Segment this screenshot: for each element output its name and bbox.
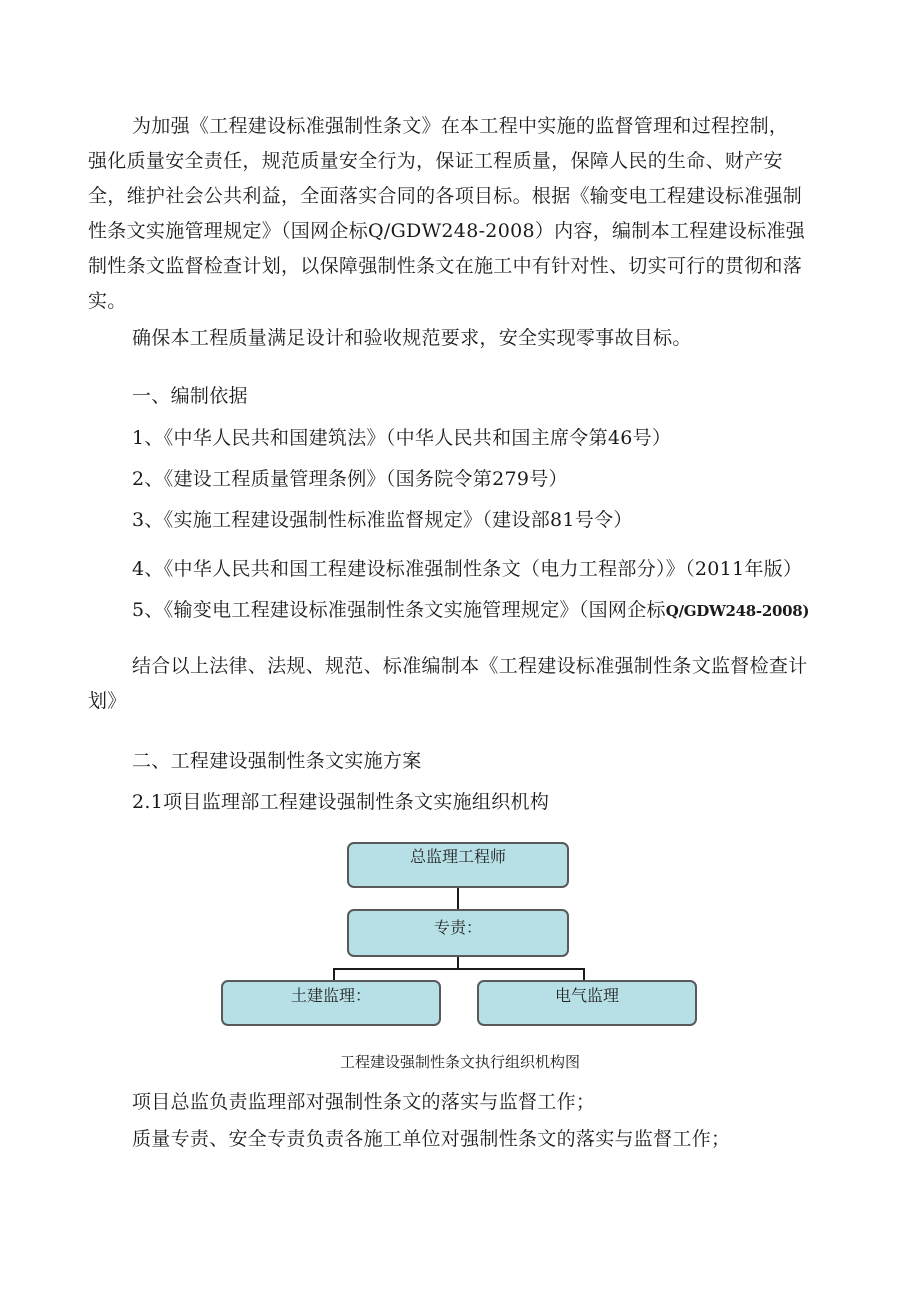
connector-horizontal	[333, 968, 585, 970]
org-box-specialist: 专责：	[347, 909, 569, 957]
conclusion-line-2: 划》	[88, 690, 127, 712]
intro-line-5: 制性条文监督检查计划，以保障强制性条文在施工中有针对性、切实可行的贯彻和落	[88, 255, 803, 277]
conclusion-line-1: 结合以上法律、法规、规范、标准编制本《工程建设标准强制性条文监督检查计	[132, 655, 808, 677]
intro-line-4: 性条文实施管理规定》（国网企标Q/GDW248-2008）内容，编制本工程建设标准强	[88, 220, 806, 242]
intro-line-6: 实。	[88, 290, 127, 312]
goal-statement: 确保本工程质量满足设计和验收规范要求，安全实现零事故目标。	[132, 327, 692, 349]
section2-heading: 二、工程建设强制性条文实施方案	[132, 750, 422, 772]
connector-top	[457, 888, 459, 910]
intro-line-3: 全，维护社会公共利益，全面落实合同的各项目标。根据《输变电工程建设标准强制	[88, 185, 803, 207]
intro-line-2: 强化质量安全责任，规范质量安全行为，保证工程质量，保障人民的生命、财产安	[88, 150, 783, 172]
basis-item-5	[132, 597, 809, 624]
duty-line-1: 项目总监负责监理部对强制性条文的落实与监督工作；	[132, 1091, 596, 1113]
org-box-chief-supervisor: 总监理工程师	[347, 842, 569, 888]
basis-item-3: 3、《实施工程建设强制性标准监督规定》（建设部81号令）	[132, 509, 633, 531]
org-box-electrical-supervisor: 电气监理	[477, 980, 697, 1026]
section2-sub-heading: 2.1项目监理部工程建设强制性条文实施组织机构	[132, 791, 550, 813]
duty-line-2: 质量专责、安全专责负责各施工单位对强制性条文的落实与监督工作；	[132, 1128, 731, 1150]
basis-item-2: 2、《建设工程质量管理条例》（国务院令第279号）	[132, 468, 568, 490]
basis-item-4: 4、《中华人民共和国工程建设标准强制性条文（电力工程部分）》（2011年版）	[132, 558, 803, 580]
basis-item-1: 1、《中华人民共和国建筑法》（中华人民共和国主席令第46号）	[132, 427, 672, 449]
org-box-civil-supervisor: 土建监理：	[221, 980, 441, 1026]
basis-item-5-standard-code: Q/GDW248-2008)	[665, 602, 810, 620]
org-chart-caption: 工程建设强制性条文执行组织机构图	[339, 1053, 580, 1071]
section1-heading: 一、编制依据	[132, 385, 248, 407]
basis-item-5-main: 5、《输变电工程建设标准强制性条文实施管理规定》（国网企标	[132, 599, 666, 621]
intro-line-1: 为加强《工程建设标准强制性条文》在本工程中实施的监督管理和过程控制，	[132, 115, 789, 137]
